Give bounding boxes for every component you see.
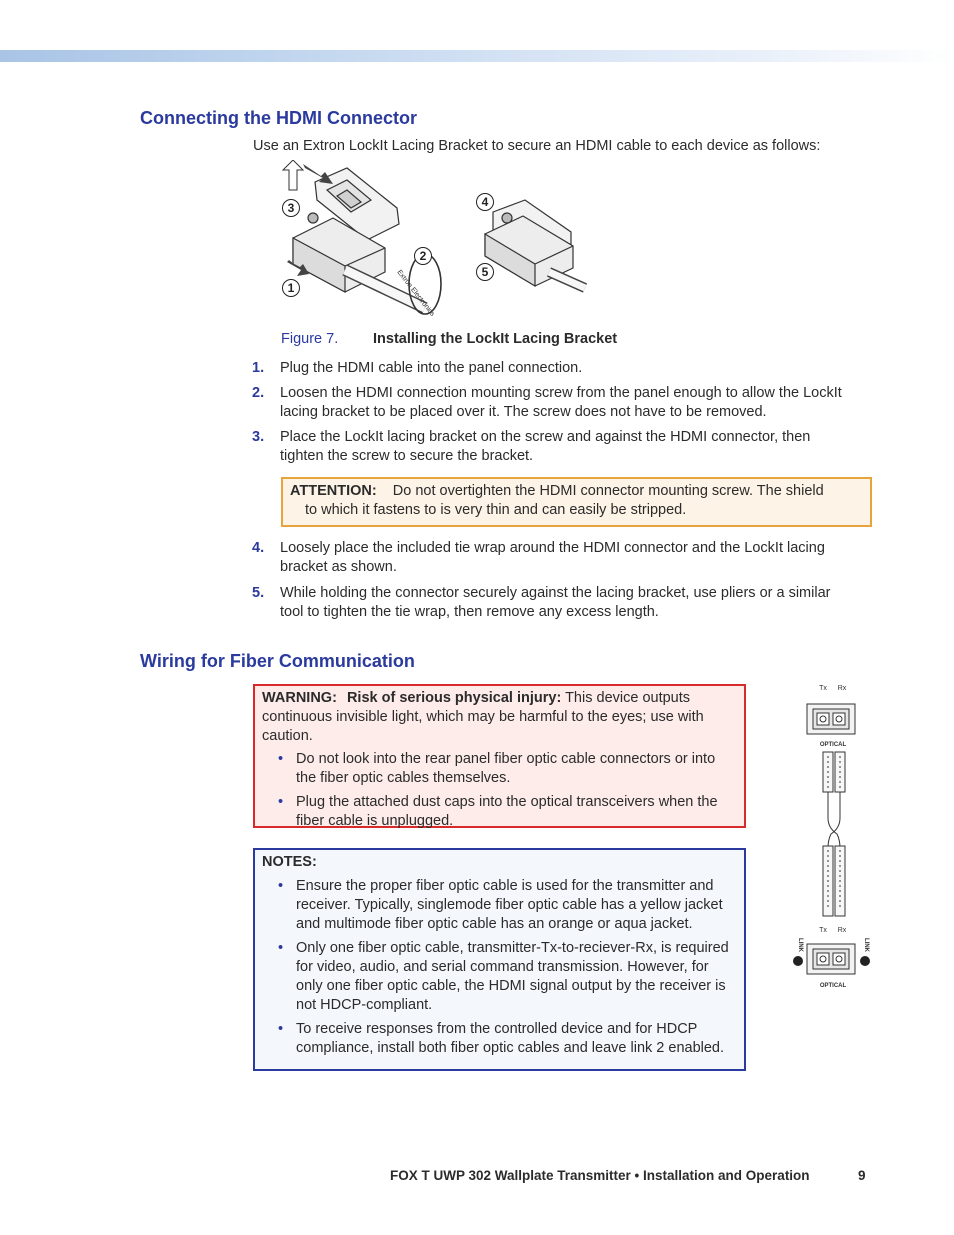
figure-number: Figure 7. [281, 331, 339, 347]
callout-5: 5 [481, 265, 489, 279]
footer-title: FOX T UWP 302 Wallplate Transmitter • Installation and Operation [390, 1168, 810, 1183]
warning-box [253, 684, 746, 828]
rx-label-bottom: Rx [837, 927, 847, 934]
attention-box [281, 477, 872, 527]
step-number: 1. [252, 360, 265, 376]
notes-label: NOTES: [262, 854, 317, 870]
tx-label-bottom: Tx [819, 927, 827, 934]
section-heading-hdmi: Connecting the HDMI Connector [140, 108, 417, 128]
warning-text: This device outputs continuous invisible light, which may be harmful to the eyes; use with caution. [262, 690, 704, 744]
link-label-left: LINK [797, 938, 803, 952]
warning-risk: Risk of serious physical injury: [346, 690, 562, 706]
attention-text-2: to which it fastens to is very thin and can easily be stripped. [305, 502, 687, 518]
step-number: 3. [252, 429, 265, 445]
link-label-right: LINK [863, 938, 869, 952]
optical-label-top: OPTICAL [819, 742, 847, 748]
step-number: 2. [252, 385, 265, 401]
lockit-bracket-figure [275, 160, 595, 325]
step-text: While holding the connector securely against the lacing bracket, use pliers or a similar tool to tighten the tie wrap, then remove any excess length. [280, 585, 831, 620]
step-1 [252, 359, 852, 378]
section-heading-fiber: Wiring for Fiber Communication [140, 651, 415, 671]
tie-wrap-label: Extron Electronics [395, 268, 436, 318]
figure-title: Installing the LockIt Lacing Bracket [373, 331, 618, 347]
callout-3: 3 [287, 201, 295, 215]
warning-label: WARNING: [262, 690, 337, 706]
step-text: Plug the HDMI cable into the panel connection. [280, 360, 583, 376]
step-text: Place the LockIt lacing bracket on the screw and against the HDMI connector, then tighten the screw to secure the bracket. [280, 429, 811, 464]
rx-label-top: Rx [837, 685, 847, 692]
step-3 [252, 428, 852, 466]
step-2 [252, 384, 852, 422]
step-number: 4. [252, 540, 265, 556]
step-5 [252, 584, 852, 622]
figure-caption [281, 331, 618, 347]
warning-list [262, 750, 737, 831]
step-4 [252, 539, 852, 577]
step-number: 5. [252, 585, 265, 601]
header-bar [0, 50, 954, 62]
notes-list [262, 877, 737, 1058]
fiber-optic-diagram [785, 678, 885, 993]
tx-label-top: Tx [819, 685, 827, 692]
attention-text-1: Do not overtighten the HDMI connector mounting screw. The shield [392, 483, 824, 499]
step-text: Loosen the HDMI connection mounting screw from the panel enough to allow the LockIt lacing bracket to be placed over it. The screw does not have to be removed. [280, 385, 842, 420]
page-footer [390, 1168, 866, 1183]
callout-4: 4 [481, 195, 489, 209]
attention-label: ATTENTION: [290, 483, 377, 499]
list-item: • Only one fiber optic cable, transmitter-Tx-to-reciever-Rx, is required for video, audio, and serial command transmission. However, for only one fiber optic cable, the HDMI signal output by the receiver is not HDCP-compliant. [278, 940, 729, 1013]
list-item: • Do not look into the rear panel fiber optic cable connectors or into the fiber optic cables themselves. [278, 751, 716, 786]
callout-1: 1 [287, 281, 295, 295]
list-item: • Plug the attached dust caps into the optical transceivers when the fiber cable is unplugged. [278, 794, 718, 829]
list-item: • Ensure the proper fiber optic cable is used for the transmitter and receiver. Typically, singlemode fiber optic cable has a yellow jacket and multimode fiber optic cable has an orange or aqua jacket. [278, 878, 723, 932]
notes-box [253, 848, 746, 1071]
optical-label-bottom: OPTICAL [819, 983, 847, 989]
hdmi-intro: Use an Extron LockIt Lacing Bracket to secure an HDMI cable to each device as follows: [253, 138, 821, 154]
link-led-left [793, 956, 803, 966]
page-number: 9 [858, 1168, 866, 1183]
list-item: • To receive responses from the controlled device and for HDCP compliance, install both fiber optic cables and leave link 2 enabled. [278, 1021, 725, 1056]
link-led-right [860, 956, 870, 966]
callout-2: 2 [419, 249, 427, 263]
step-text: Loosely place the included tie wrap around the HDMI connector and the LockIt lacing bracket as shown. [280, 540, 825, 575]
